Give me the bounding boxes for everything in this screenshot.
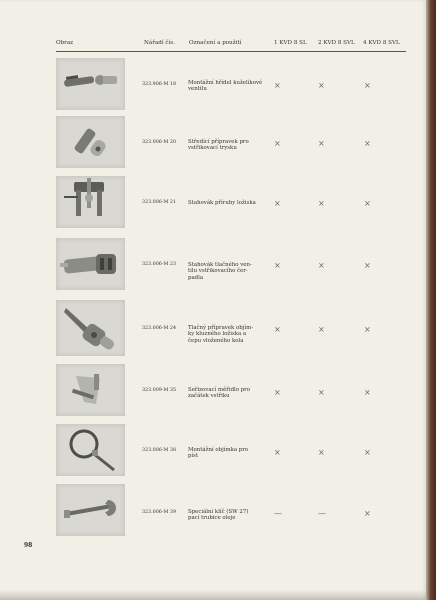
applicability-mark: × [364,509,371,518]
tool-code: 323.906-M 18 [142,82,176,87]
table-row [56,116,406,178]
header-engine-2: 2 KVD 8 SVL [318,40,355,46]
applicability-mark: × [318,139,325,148]
header-rule [56,51,406,52]
applicability-mark: × [318,325,325,334]
applicability-mark: × [274,261,281,270]
tool-code: 323.006-M 20 [142,140,176,145]
page-number: 98 [24,542,33,549]
applicability-mark: × [364,388,371,397]
header-engine-3: 4 KVD 8 SVL [363,40,400,46]
page-edge-shadow [0,590,426,600]
applicability-mark: × [364,325,371,334]
header-description: Označení a použití [189,40,242,46]
tool-description: Speciální klíč (SW 27) pací trubice oleje [188,509,249,522]
applicability-mark: × [364,261,371,270]
tool-code: 323.006-M 21 [142,200,176,205]
tool-description: Seřizovací měřidlo pro začátek vstřiku [188,387,250,400]
header-image: Obraz [56,40,74,46]
tool-description: Stahovák příruby ložiska [188,200,256,206]
table-row [56,424,406,486]
book-spine [426,0,436,600]
applicability-mark: × [364,139,371,148]
applicability-mark: × [274,81,281,90]
special-wrench-photo [56,484,125,536]
header-engine-1: 1 KVD 8 SL [274,40,307,46]
tool-description: Montážní objímka pro píst [188,447,249,460]
applicability-mark: × [274,139,281,148]
applicability-mark: — [318,509,326,518]
ball-head-tool-photo [56,58,125,110]
applicability-mark: × [274,448,281,457]
adjusting-gauge-photo [56,364,125,416]
press-fixture-photo [56,300,125,356]
applicability-mark: × [364,448,371,457]
piston-ring-clamp-photo [56,424,125,476]
table-row [56,364,406,426]
tool-code: 323.006-M 23 [142,262,176,267]
table-header [56,40,406,50]
tool-code: 323.006-M 24 [142,326,176,331]
applicability-mark: × [318,448,325,457]
valve-puller-photo [56,238,125,290]
tool-description: Stahovák tlačného ven- tilu vstřikovacího čer- padla [188,262,252,281]
centering-fixture-photo [56,116,125,168]
table-row [56,484,406,546]
applicability-mark: × [274,325,281,334]
tool-description: Montážní hřídel kuželíkové ventilu [188,80,263,93]
tool-code: 323.009-M 35 [142,388,176,393]
applicability-mark: × [274,388,281,397]
applicability-mark: × [364,199,371,208]
applicability-mark: × [318,81,325,90]
table-row [56,300,406,362]
tool-code: 323.006-M 38 [142,448,176,453]
applicability-mark: — [274,509,282,518]
header-tool-number: Nářadí čís. [144,40,175,46]
tool-description: Středící přípravek pro vstřikovací trysku [188,139,249,152]
tool-code: 323.006-M 39 [142,510,176,515]
applicability-mark: × [318,261,325,270]
flange-puller-photo [56,176,125,228]
applicability-mark: × [318,388,325,397]
tool-description: Tlačný přípravek objím- ky kluzného ložiska a čepu vloženého kola [188,325,254,344]
table-row [56,176,406,238]
applicability-mark: × [318,199,325,208]
table-row [56,58,406,120]
applicability-mark: × [364,81,371,90]
table-row [56,238,406,300]
applicability-mark: × [274,199,281,208]
